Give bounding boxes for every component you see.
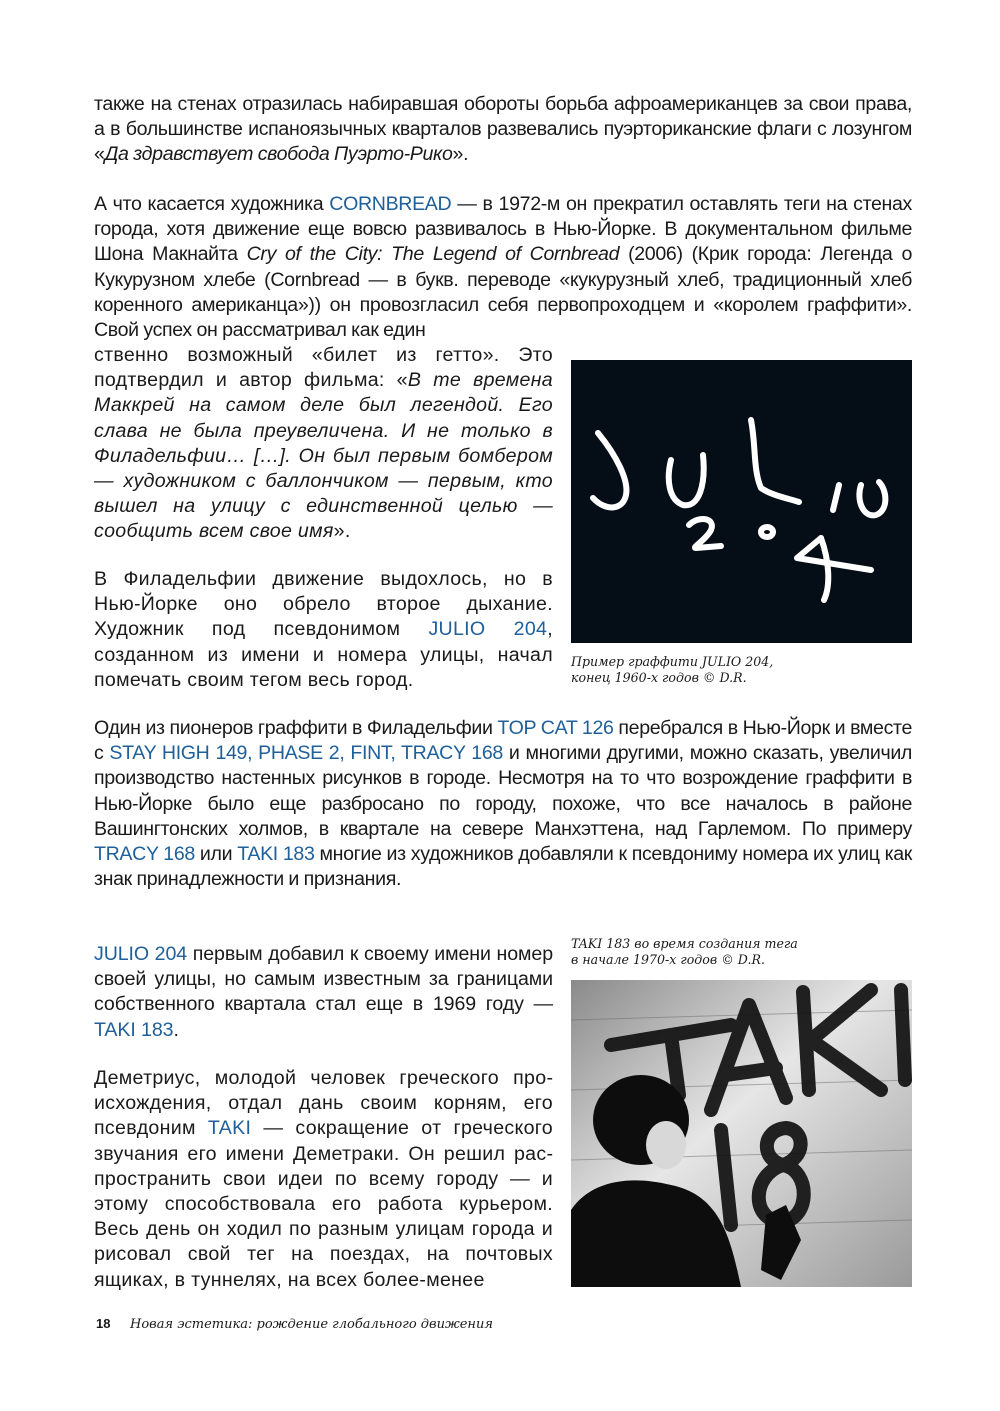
- film-title: Cry of the City: The Legend of Cornbread: [246, 243, 620, 266]
- running-title: Новая эстетика: рождение глобального движения: [130, 1317, 493, 1332]
- paragraph-demetrius: [94, 1066, 553, 1293]
- artist-name-taki-183: TAKI 183: [237, 843, 315, 866]
- paragraph-julio-first: [94, 942, 553, 1043]
- julio-204-tag-icon: [571, 360, 912, 643]
- caption-line: TAKI 183 во время создания тега: [571, 936, 798, 951]
- julio-204-graffiti-photo: [571, 360, 912, 643]
- text-run: также на стенах отразилась набиравшая обороты борьба афроамериканцев за свои права, а в большинстве испаноязычных кварталов развевались пуэрториканские флаги с лозунгом «: [94, 93, 912, 166]
- text-run: Деметриус, молодой человек греческого происхождения, отдал дань своим корням, его псевдоним: [94, 1067, 553, 1140]
- paragraph-cornbread-continued: [94, 343, 553, 545]
- text-run: — в 1972-м он прекратил оставлять теги на стенах города, хотя движение еще вовсю развивалось в Нью-Йорке. В документальном фильме Шона Макнайта: [94, 193, 913, 266]
- paragraph-civil-rights: [94, 92, 912, 168]
- text-run: , созданном из имени и номера улицы, начал помечать своим тегом весь город.: [94, 618, 553, 691]
- artist-names-group: STAY HIGH 149, PHASE 2, FINT, TRACY 168: [109, 742, 503, 765]
- director-quote: В те времена Маккрей на самом деле был легендой. Его слава не была преувеличена. И не только в Филадельфии… […]. Он был первым бомбером — художником с баллончиком — первым, кто вышел на улицу с единственной целью — сообщить всем свое имя: [94, 369, 553, 543]
- text-run: Один из пионеров граффити в Филадельфии: [94, 717, 498, 739]
- slogan-quote: Да здравствует свобода Пуэрто-Рико: [104, 143, 453, 166]
- text-run: ственно возможный «билет из гетто». Это подтвердил и автор фильма: «: [94, 344, 553, 392]
- page-footer: [96, 1316, 493, 1332]
- text-run: — сокращение от греческого звучания его имени Деметраки. Он решил распространить свои идеи по всему городу — и этому способствовала его работа курьером. Весь день он ходил по разным улицам города и рисовал свой тег на поездах, на почтовых ящиках, в туннелях, на всех более-менее: [94, 1117, 553, 1291]
- taki-183-tag-icon: [571, 980, 912, 1287]
- text-run: В Филадельфии движение выдохлось, но в Нью-Йорке оно обрело второе дыхание. Художник под псевдонимом: [94, 568, 553, 641]
- paragraph-julio-204: [94, 567, 553, 693]
- text-run: А что касается художника: [94, 193, 330, 215]
- artist-name-taki-183: TAKI 183: [94, 1018, 174, 1041]
- caption-line: Пример граффити JULIO 204,: [571, 654, 774, 669]
- text-run: первым добавил к своему имени номер своей улицы, но самым известным за границами собственного квартала стал еще в 1969 году —: [94, 943, 554, 1016]
- text-run: (2006) (Крик города: Легенда о Кукурузном хлебе (Cornbread — в букв. переводе «кукурузный хлеб, традиционный хлеб коренного американца»)) он провозгласил себя первопроходцем и «королем граффити». Свой успех он рассматривал как един: [94, 243, 912, 342]
- page-number: 18: [96, 1316, 111, 1331]
- text-run: и многими другими, можно сказать, увеличил производство настенных рисунков в городе. Несмотря на то что возрождение граффити в Нью-Йорке было еще разбросано по городу, похоже, что все началось в районе Вашингтонских холмов, в квартале на севере Манхэттена, над Гарлемом. По примеру: [94, 742, 912, 840]
- paragraph-top-cat: [94, 716, 912, 892]
- artist-name-cornbread: CORNBREAD: [329, 193, 452, 215]
- artist-name-tracy-168: TRACY 168: [94, 843, 195, 866]
- text-run: ».: [452, 143, 469, 166]
- taki-183-photo: [571, 980, 912, 1287]
- artist-name-julio-204: JULIO 204: [94, 943, 188, 965]
- artist-name-julio-204: JULIO 204: [428, 618, 548, 641]
- caption-line: в начале 1970-х годов © D.R.: [571, 952, 765, 967]
- text-run: многие из художников добавляли к псевдониму номера их улиц как знак принадлежности и признания.: [94, 843, 913, 891]
- julio-figure-caption: [571, 654, 911, 686]
- artist-name-top-cat-126: TOP CAT 126: [497, 717, 614, 739]
- taki-figure-caption: [571, 936, 911, 968]
- text-run: или: [194, 843, 238, 866]
- text-run: .: [173, 1018, 179, 1041]
- paragraph-cornbread: [94, 192, 912, 343]
- text-run: перебрался в Нью-Йорк и вместе с: [94, 717, 912, 765]
- artist-name-taki: TAKI: [207, 1117, 252, 1140]
- caption-line: конец 1960-х годов © D.R.: [571, 670, 747, 685]
- text-run: ».: [333, 520, 351, 543]
